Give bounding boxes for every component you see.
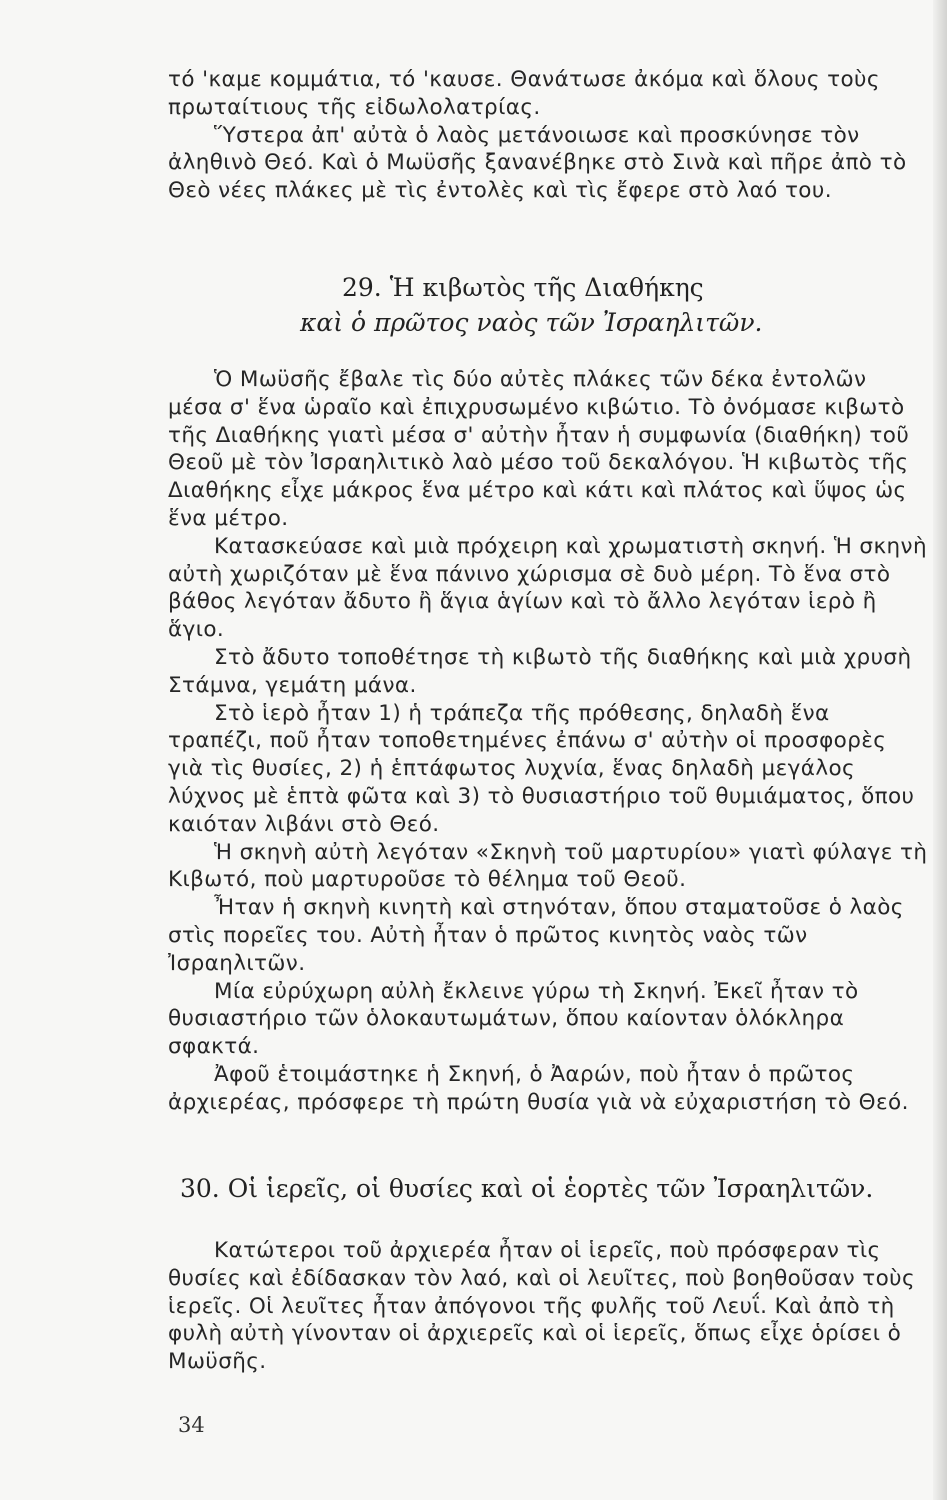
paragraph: Μία εὐρύχωρη αὐλὴ ἔκλεινε γύρω τὴ Σκηνή. Ἐκεῖ ἦταν τὸ θυσιαστήριο τῶν ὁλοκαυτωμάτων, ὅπου καίονταν ὁλόκληρα σφακτά. [168,978,859,1060]
paragraph: Ἦταν ἡ σκηνὴ κινητὴ καὶ στηνόταν, ὅπου σταματοῦσε ὁ λαὸς στὶς πορεῖες του. Αὐτὴ ἦταν ὁ πρῶτος κινητὸς ναὸς τῶν Ἰσραηλιτῶν. [168,895,904,976]
page-number: 34 [178,1413,205,1437]
paragraph: Στὸ ἱερὸ ἦταν 1) ἡ τράπεζα τῆς πρόθεσης, δηλαδὴ ἕνα τραπέζι, ποῦ ἦταν τοποθετημένες ἐπάνω σ' αὐτὴν οἱ προσφορὲς γιὰ τὶς θυσίες, 2) ἡ ἑπτάφωτος λυχνία, ἕνας δηλαδὴ μεγάλος λύχνος μὲ ἑπτὰ φῶτα καὶ 3) τὸ θυσιαστήριο τοῦ θυμιάματος, ὅπου καιόταν λιβάνι στὸ Θεό. [168,700,915,837]
paragraph: Κατώτεροι τοῦ ἀρχιερέα ἦταν οἱ ἱερεῖς, ποὺ πρόσφεραν τὶς θυσίες καὶ ἐδίδασκαν τὸν λαό, καὶ οἱ λευῖτες, ποὺ βοηθοῦσαν τοὺς ἱερεῖς. Οἱ λευῖτες ἦταν ἀπόγονοι τῆς φυλῆς τοῦ Λευΐ. Καὶ ἀπὸ τὴ φυλὴ αὐτὴ γίνονταν οἱ ἀρχιερεῖς καὶ οἱ ἱερεῖς, ὅπως εἶχε ὁρίσει ὁ Μωϋσῆς. [168,1238,916,1375]
paragraph: Κατασκεύασε καὶ μιὰ πρόχειρη καὶ χρωματιστὴ σκηνή. Ἡ σκηνὴ αὐτὴ χωριζόταν μὲ ἕνα πάνινο χώρισμα σὲ δυὸ μέρη. Τὸ ἕνα στὸ βάθος λεγόταν ἄδυτο ἢ ἅγια ἁγίων καὶ τὸ ἄλλο λεγόταν ἱερὸ ἢ ἅγιο. [168,533,927,643]
paragraph: τό 'καμε κομμάτια, τό 'καυσε. Θανάτωσε ἀκόμα καὶ ὅλους τοὺς πρωταίτιους τῆς εἰδωλολατρίας. [168,67,880,120]
paragraph: Ἀφοῦ ἑτοιμάστηκε ἡ Σκηνή, ὁ Ἀαρών, ποὺ ἦταν ὁ πρῶτος ἀρχιερέας, πρόσφερε τὴ πρώτη θυσία γιὰ νὰ εὐχαριστήση τὸ Θεό. [168,1061,909,1115]
page-edge [933,0,947,1500]
paragraph: Ὕστερα ἀπ' αὐτὰ ὁ λαὸς μετάνοιωσε καὶ προσκύνησε τὸν ἀληθινὸ Θεό. Καὶ ὁ Μωϋσῆς ξανανέβηκε στὸ Σινὰ καὶ πῆρε ἀπὸ τὸ Θεὸ νέες πλάκες μὲ τὶς ἐντολὲς καὶ τὶς ἔφερε στὸ λαό του. [168,122,907,204]
section-29-heading-line1: 29. Ἡ κιβωτὸς τῆς Διαθήκης [342,273,704,302]
section-30-heading: 30. Οἱ ἱερεῖς, οἱ θυσίες καὶ οἱ ἑορτὲς τῶν Ἰσραηλιτῶν. [180,1174,874,1203]
text-block-section-30 [168,1237,928,1376]
paragraph: Ὁ Μωϋσῆς ἔβαλε τὶς δύο αὐτὲς πλάκες τῶν δέκα ἐντολῶν μέσα σ' ἕνα ὡραῖο καὶ ἐπιχρυσωμένο κιβώτιο. Τὸ ὀνόμασε κιβωτὸ τῆς Διαθήκης γιατὶ μέσα σ' αὐτὴν ἦταν ἡ συμφωνία (διαθήκη) τοῦ Θεοῦ μὲ τὸν Ἰσραηλιτικὸ λαὸ μέσο τοῦ δεκαλόγου. Ἡ κιβωτὸς τῆς Διαθήκης εἶχε μάκρος ἕνα μέτρο καὶ κάτι καὶ πλάτος καὶ ὕψος ὡς ἕνα μέτρο. [168,367,910,531]
paragraph: Ἡ σκηνὴ αὐτὴ λεγόταν «Σκηνὴ τοῦ μαρτυρίου» γιατὶ φύλαγε τὴ Κιβωτό, ποὺ μαρτυροῦσε τὸ θέλημα τοῦ Θεοῦ. [168,839,928,893]
text-block-top [168,66,928,205]
paragraph: Στὸ ἄδυτο τοποθέτησε τὴ κιβωτὸ τῆς διαθήκης καὶ μιὰ χρυσὴ Στάμνα, γεμάτη μάνα. [168,644,912,698]
section-29-heading-line2: καὶ ὁ πρῶτος ναὸς τῶν Ἰσραηλιτῶν. [300,308,763,337]
text-block-section-29 [168,366,928,1117]
